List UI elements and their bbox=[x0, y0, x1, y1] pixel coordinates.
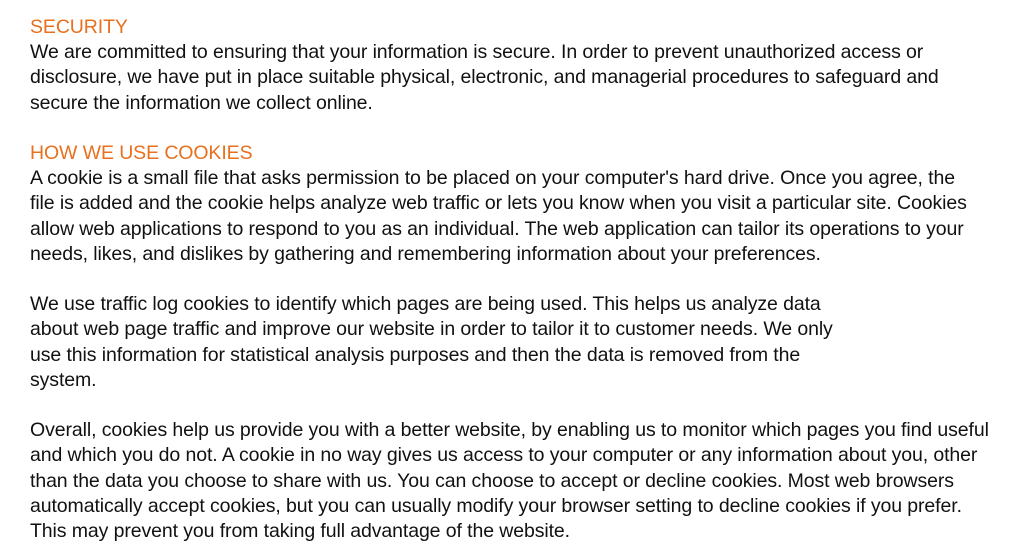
cookies-paragraph-intro: A cookie is a small file that asks permission to be placed on your computer's hard drive. Once you agree, the file is added and the cookie helps analyze web traffic or lets you know when you visit a particular site. Cookies allow web applications to respond to you as an individual. The web application can tailor its operations to your needs, likes, and dislikes by gathering and remembering information about your preferences. bbox=[30, 167, 967, 265]
cookies-heading: HOW WE USE COOKIES bbox=[30, 142, 253, 164]
cookies-paragraph-overall: Overall, cookies help us provide you with a better website, by enabling us to monitor which pages you find useful and which you do not. A cookie in no way gives us access to your computer or any information about you, other than the data you choose to share with us. You can choose to accept or decline cookies. Most web browsers automatically accept cookies, but you can usually modify your browser setting to decline cookies if you prefer. This may prevent you from taking full advantage of the website. bbox=[30, 419, 989, 543]
cookies-section bbox=[30, 141, 1000, 544]
paragraph-spacer bbox=[30, 393, 1000, 418]
privacy-policy-content bbox=[30, 15, 1000, 544]
security-paragraph: We are committed to ensuring that your information is secure. In order to prevent unauthorized access or disclosure, we have put in place suitable physical, electronic, and managerial procedures to safeguard and secure the information we collect online. bbox=[30, 41, 939, 114]
paragraph-spacer bbox=[30, 267, 1000, 292]
security-section bbox=[30, 15, 1000, 116]
section-spacer bbox=[30, 116, 1000, 141]
cookies-paragraph-traffic-log: We use traffic log cookies to identify which pages are being used. This helps us analyze data about web page traffic and improve our website in order to tailor it to customer needs. We only use this information for statistical analysis purposes and then the data is removed from the system. bbox=[30, 293, 833, 391]
security-heading: SECURITY bbox=[30, 16, 128, 38]
